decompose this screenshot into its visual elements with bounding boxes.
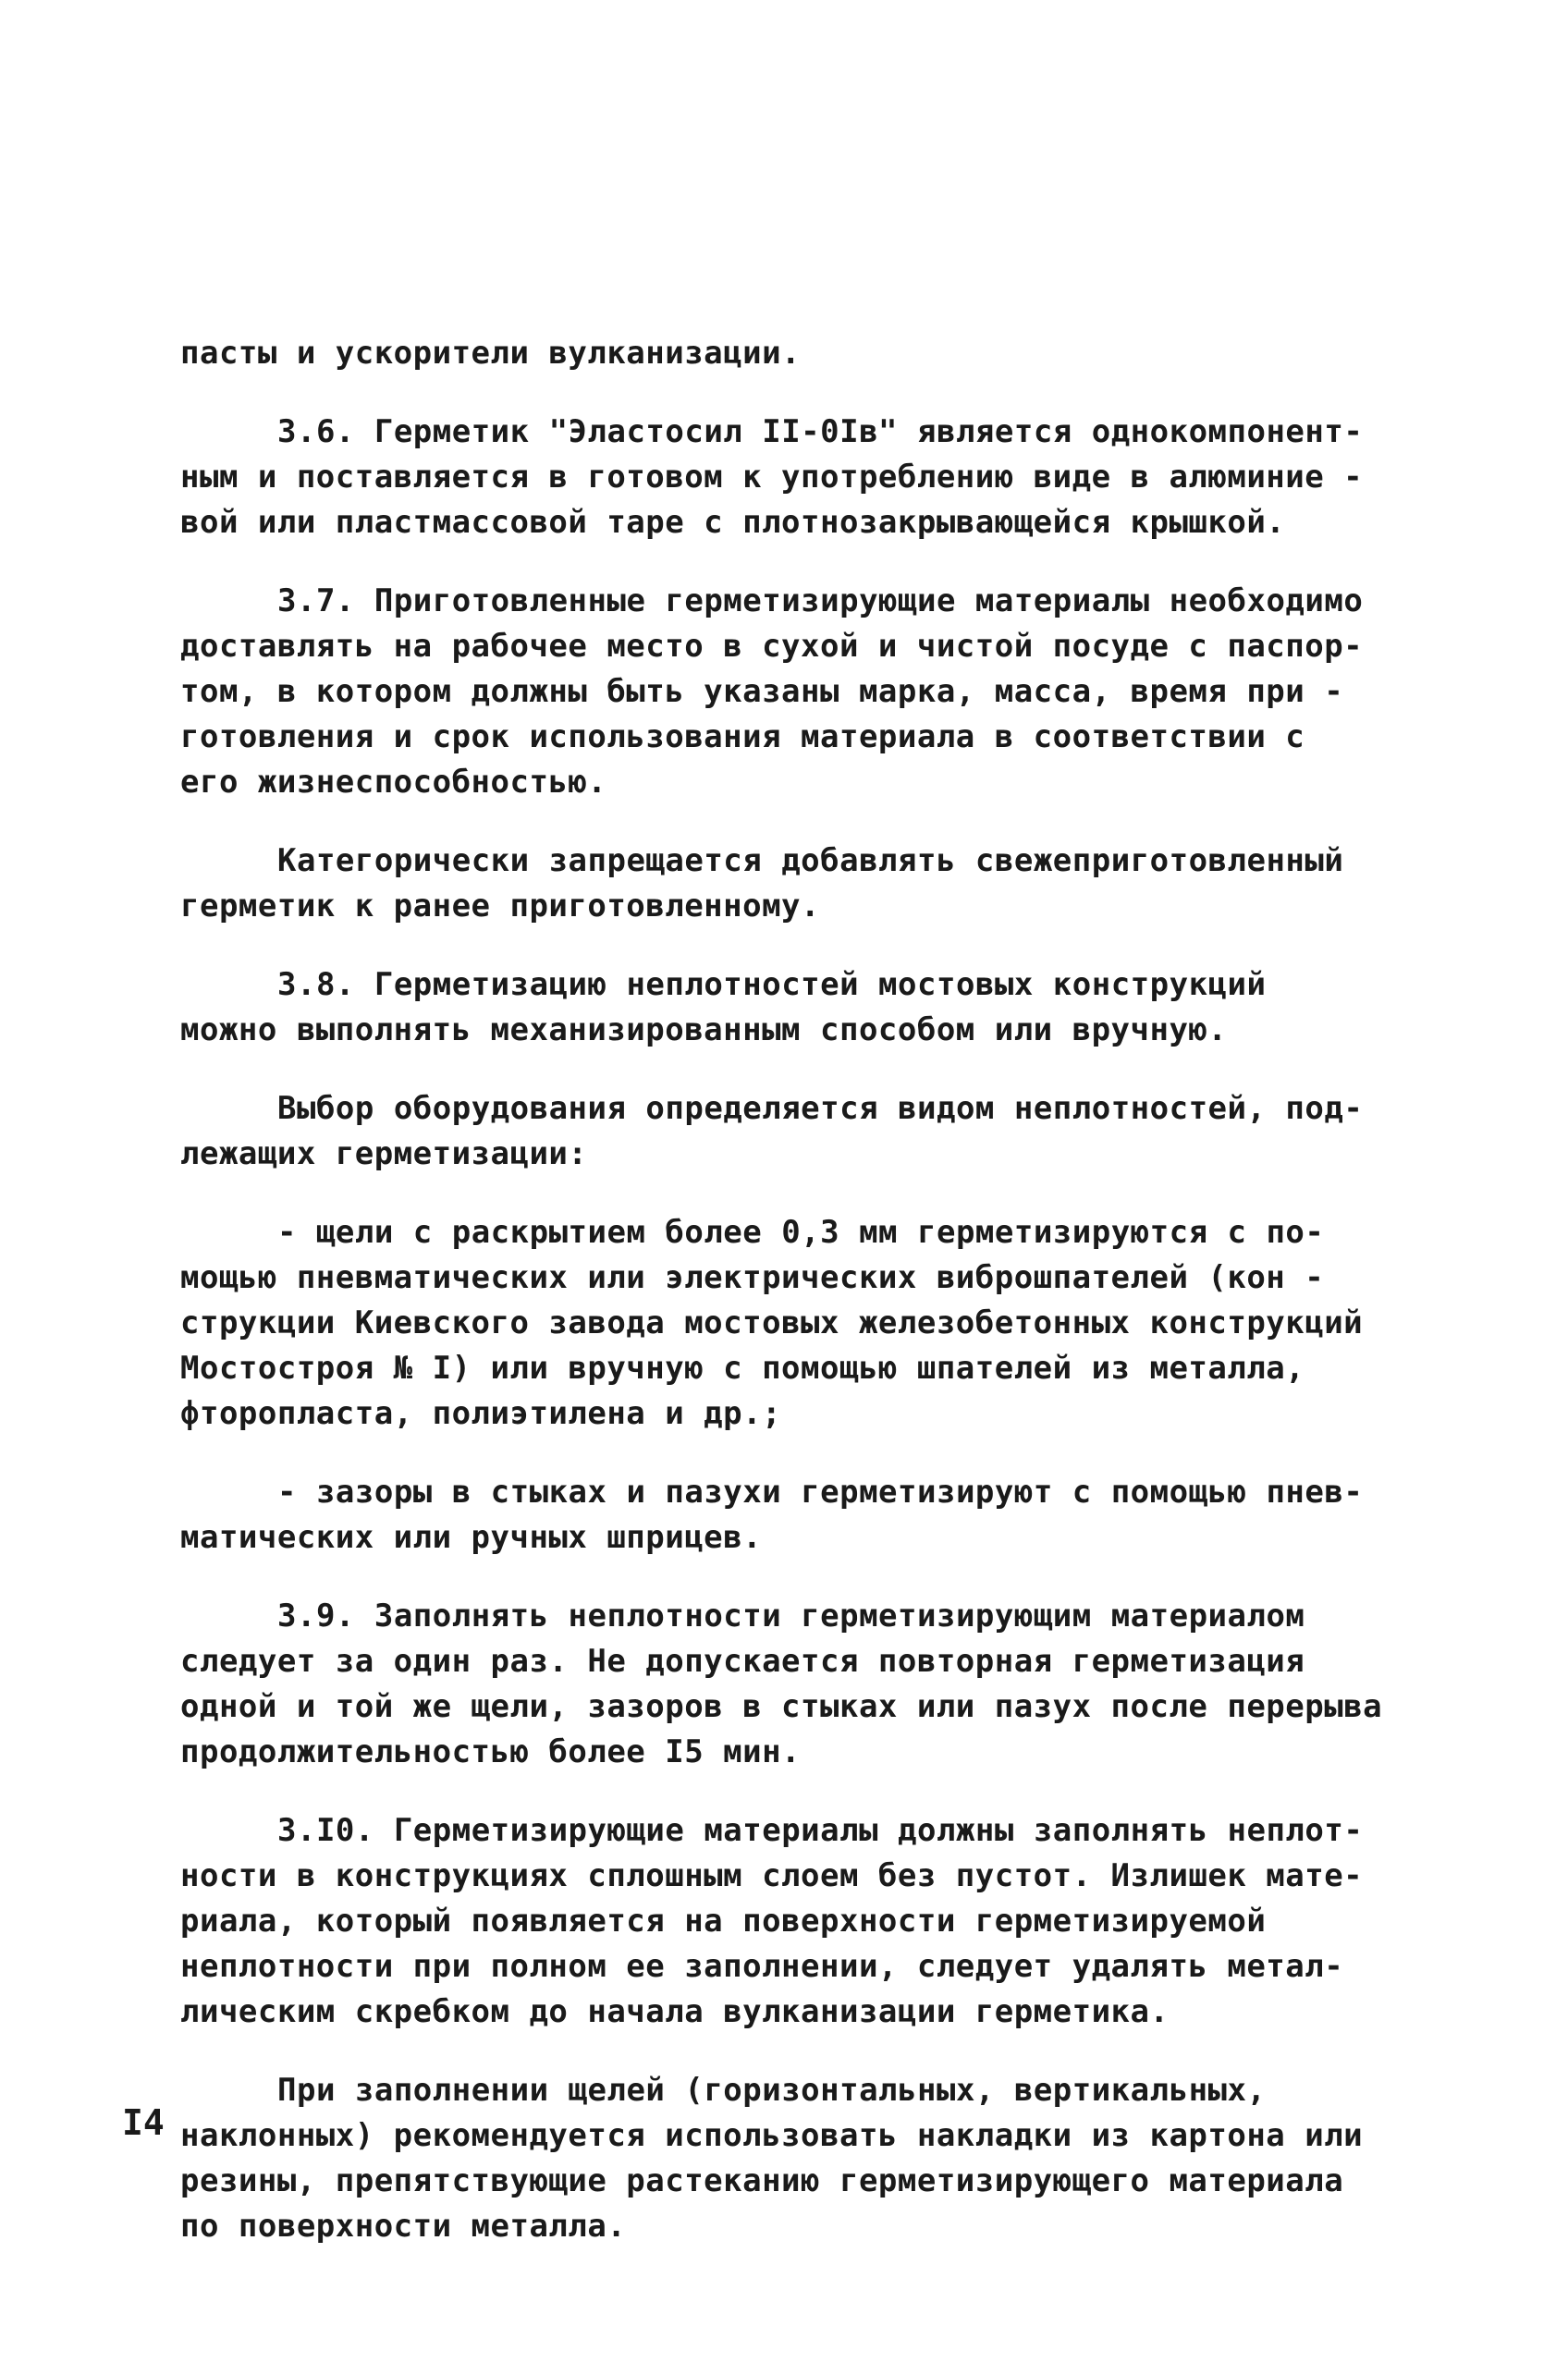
paragraph [180, 1210, 1382, 1437]
text-line: его жизнеспособностью. [180, 764, 607, 801]
text-line: ности в конструкциях сплошным слоем без пустот. Излишек мате- [180, 1857, 1364, 1894]
text-line: неплотности при полном ее заполнении, следует удалять метал- [180, 1948, 1344, 1985]
paragraph [180, 2068, 1382, 2249]
text-line: ным и поставляется в готовом к употреблению виде в алюминие - [180, 459, 1364, 496]
text-line: пасты и ускорители вулканизации. [180, 335, 802, 372]
paragraph [180, 1086, 1382, 1177]
page-number: I4 [122, 2102, 165, 2143]
text-line: При заполнении щелей (горизонтальных, вертикальных, [277, 2072, 1267, 2109]
text-line: - щели с раскрытием более 0,3 мм герметизируются с по- [277, 1214, 1325, 1251]
text-line: мощью пневматических или электрических виброшпателей (кон - [180, 1259, 1325, 1296]
text-line: лежащих герметизации: [180, 1135, 588, 1172]
text-line: вой или пластмассовой таре с плотнозакрывающейся крышкой. [180, 504, 1286, 541]
text-line: готовления и срок использования материала в соответствии с [180, 718, 1305, 755]
text-line: герметик к ранее приготовленному. [180, 888, 821, 924]
paragraph [180, 962, 1382, 1053]
paragraph [180, 331, 1382, 376]
text-line: Выбор оборудования определяется видом неплотностей, под- [277, 1090, 1364, 1127]
text-line: струкции Киевского завода мостовых железобетонных конструкций [180, 1304, 1364, 1341]
text-line: риала, который появляется на поверхности герметизируемой [180, 1903, 1267, 1940]
body-text [180, 331, 1382, 2283]
text-line: 3.6. Герметик "Эластосил II-0Iв" является однокомпонент- [277, 413, 1364, 450]
text-line: доставлять на рабочее место в сухой и чистой посуде с паспор- [180, 628, 1364, 665]
text-line: том, в котором должны быть указаны марка, масса, время при - [180, 673, 1344, 710]
text-line: Мостостроя № I) или вручную с помощью шпателей из металла, [180, 1350, 1305, 1387]
paragraph [180, 579, 1382, 805]
text-line: 3.I0. Герметизирующие материалы должны заполнять неплот- [277, 1812, 1364, 1849]
text-line: наклонных) рекомендуется использовать накладки из картона или [180, 2117, 1364, 2154]
paragraph [180, 839, 1382, 929]
paragraph [180, 1470, 1382, 1561]
text-line: лическим скребком до начала вулканизации герметика. [180, 1993, 1170, 2030]
text-line: по поверхности металла. [180, 2208, 627, 2245]
text-line: 3.7. Приготовленные герметизирующие материалы необходимо [277, 582, 1364, 619]
paragraph [180, 410, 1382, 545]
text-line: 3.9. Заполнять неплотности герметизирующим материалом [277, 1598, 1305, 1635]
text-line: матических или ручных шприцев. [180, 1519, 763, 1556]
text-line: Категорически запрещается добавлять свежеприготовленный [277, 842, 1344, 879]
text-line: фторопласта, полиэтилена и др.; [180, 1395, 782, 1432]
text-line: продолжительностью более I5 мин. [180, 1733, 802, 1770]
text-line: можно выполнять механизированным способом или вручную. [180, 1011, 1228, 1048]
text-line: резины, препятствующие растеканию герметизирующего материала [180, 2162, 1344, 2199]
text-line: следует за один раз. Не допускается повторная герметизация [180, 1643, 1305, 1680]
paragraph [180, 1808, 1382, 2035]
text-line: 3.8. Герметизацию неплотностей мостовых конструкций [277, 966, 1267, 1003]
paragraph [180, 1594, 1382, 1775]
text-line: - зазоры в стыках и пазухи герметизируют с помощью пнев- [277, 1474, 1364, 1511]
text-line: одной и той же щели, зазоров в стыках или пазух после перерыва [180, 1688, 1383, 1725]
